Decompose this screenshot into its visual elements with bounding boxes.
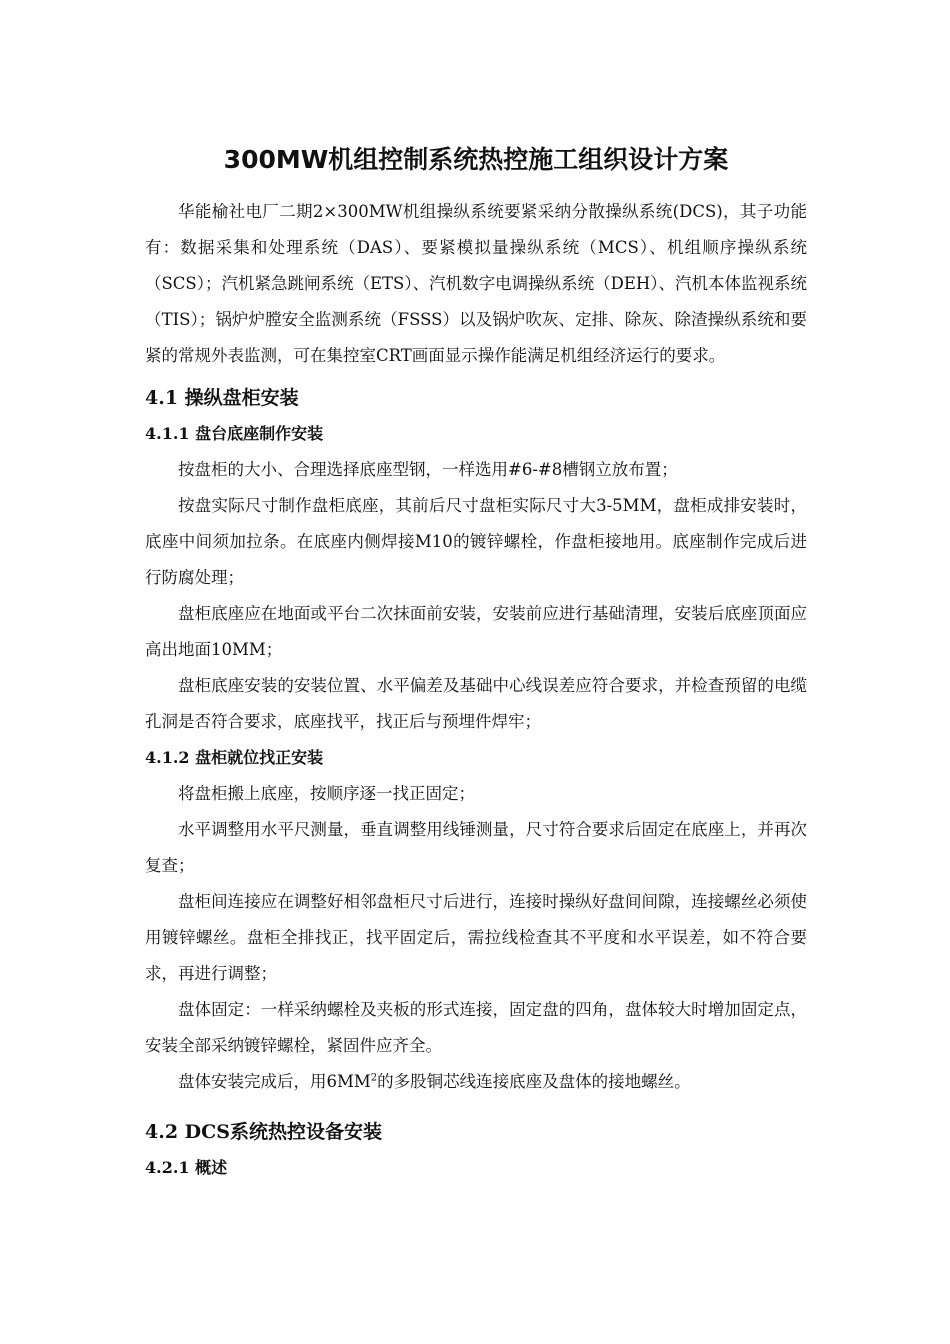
paragraph-4-1-2-5 [145, 1064, 807, 1100]
intro-paragraph: 华能榆社电厂二期2×300MW机组操纵系统要紧采纳分散操纵系统(DCS)，其子功能有：数据采集和处理系统（DAS）、要紧模拟量操纵系统（MCS）、机组顺序操纵系统（SCS）；汽机紧急跳闸系统（ETS）、汽机数字电调操纵系统（DEH）、汽机本体监视系统（TIS）；锅炉炉膛安全监测系统（FSSS）以及锅炉吹灰、定排、除灰、除渣操纵系统和要紧的常规外表监测，可在集控室CRT画面显示操作能满足机组经济运行的要求。 [145, 202, 807, 365]
section-4-2-heading: 4.2 DCS系统热控设备安装 [145, 1121, 382, 1143]
subsection-4-2-1-heading: 4.2.1 概述 [145, 1158, 228, 1177]
subsection-4-1-1-heading: 4.1.1 盘台底座制作安装 [145, 424, 324, 443]
paragraph-4-1-2-4: 盘体固定：一样采纳螺栓及夹板的形式连接，固定盘的四角，盘体较大时增加固定点，安装全部采纳镀锌螺栓，紧固件应齐全。 [145, 1000, 807, 1055]
document-title: 300MW机组控制系统热控施工组织设计方案 [223, 145, 729, 174]
paragraph-4-1-1-4: 盘柜底座安装的安装位置、水平偏差及基础中心线误差应符合要求，并检查预留的电缆孔洞是否符合要求，底座找平，找正后与预埋件焊牢； [145, 676, 807, 731]
paragraph-4-1-1-1: 按盘柜的大小、合理选择底座型钢，一样选用#6-#8槽钢立放布置； [178, 460, 678, 479]
superscript-2: 2 [370, 1072, 378, 1084]
paragraph-4-1-2-2: 水平调整用水平尺测量，垂直调整用线锤测量，尺寸符合要求后固定在底座上，并再次复查； [145, 820, 807, 875]
paragraph-4-1-2-5-text-b: 的多股铜芯线连接底座及盘体的接地螺丝。 [377, 1072, 691, 1091]
section-4-1-heading: 4.1 操纵盘柜安装 [145, 387, 299, 409]
subsection-4-1-2-heading: 4.1.2 盘柜就位找正安装 [145, 748, 324, 767]
paragraph-4-1-2-5-text-a: 盘体安装完成后，用6MM [178, 1072, 371, 1091]
paragraph-4-1-2-1: 将盘柜搬上底座，按顺序逐一找正固定； [178, 784, 475, 803]
paragraph-4-1-1-3: 盘柜底座应在地面或平台二次抹面前安装，安装前应进行基础清理，安装后底座顶面应高出地面10MM； [145, 604, 807, 659]
document-page [145, 140, 807, 1186]
paragraph-4-1-1-2: 按盘实际尺寸制作盘柜底座，其前后尺寸盘柜实际尺寸大3-5MM，盘柜成排安装时，底座中间须加拉条。在底座内侧焊接M10的镀锌螺栓，作盘柜接地用。底座制作完成后进行防腐处理； [145, 496, 807, 587]
paragraph-4-1-2-3: 盘柜间连接应在调整好相邻盘柜尺寸后进行，连接时操纵好盘间间隙，连接螺丝必须使用镀锌螺丝。盘柜全排找正，找平固定后，需拉线检查其不平度和水平误差，如不符合要求，再进行调整； [145, 892, 807, 983]
